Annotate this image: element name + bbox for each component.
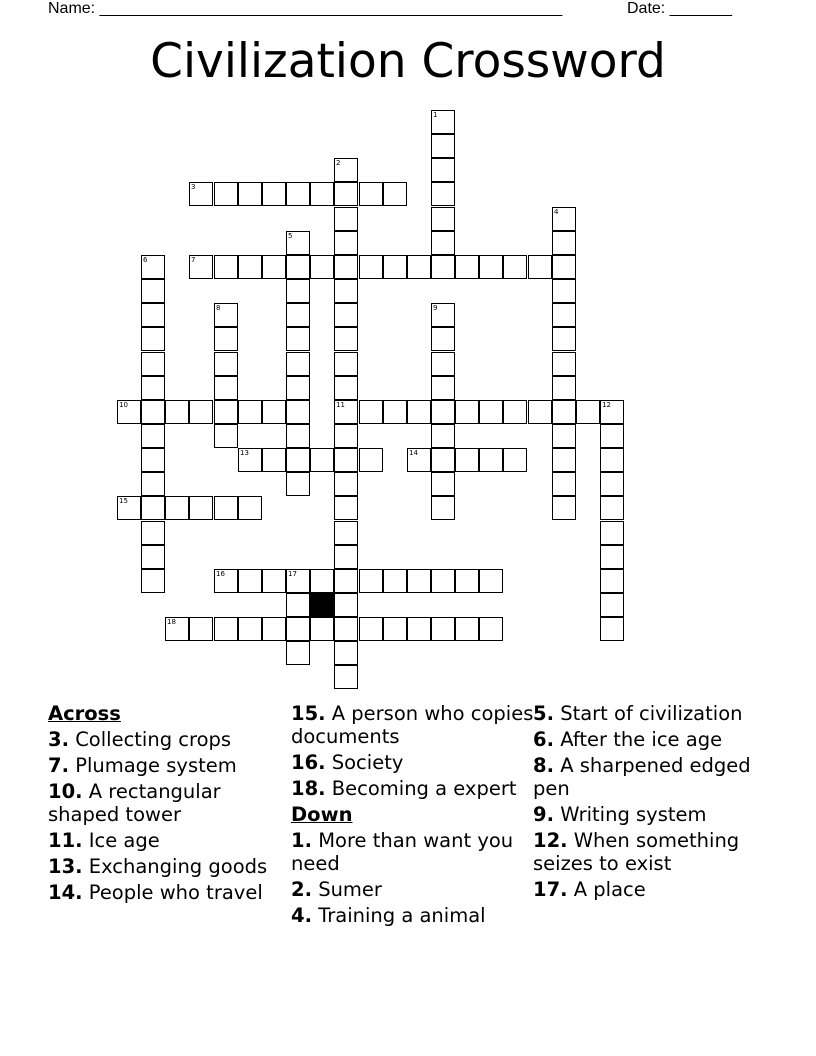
grid-cell[interactable] (334, 255, 358, 279)
date-label: Date: (627, 0, 666, 17)
grid-cell[interactable] (334, 521, 358, 545)
grid-cell[interactable] (431, 255, 455, 279)
grid-cell[interactable] (141, 448, 165, 472)
cell-number: 11 (336, 401, 345, 409)
grid-cell[interactable] (600, 545, 624, 569)
cell-number: 7 (191, 256, 196, 264)
grid-cell[interactable] (359, 617, 383, 641)
grid-cell[interactable] (431, 134, 455, 158)
grid-cell[interactable] (262, 569, 286, 593)
grid-cell[interactable] (310, 182, 334, 206)
grid-cell[interactable] (600, 569, 624, 593)
grid-cell[interactable] (431, 352, 455, 376)
cell-number: 1 (433, 111, 438, 119)
grid-cell[interactable] (141, 255, 165, 279)
grid-cell[interactable] (286, 255, 310, 279)
grid-cell[interactable] (383, 182, 407, 206)
clue-down-5: 5. Start of civilization (533, 702, 743, 725)
grid-cell[interactable] (334, 327, 358, 351)
grid-cell[interactable] (407, 255, 431, 279)
grid-cell[interactable] (334, 472, 358, 496)
grid-cell[interactable] (503, 448, 527, 472)
cell-number: 9 (433, 304, 438, 312)
grid-cell[interactable] (334, 279, 358, 303)
clue-down-6: 6. After the ice age (533, 728, 723, 751)
grid-cell[interactable] (334, 352, 358, 376)
grid-cell[interactable] (262, 448, 286, 472)
grid-cell[interactable] (431, 617, 455, 641)
grid-cell[interactable] (141, 400, 165, 424)
grid-cell[interactable] (359, 448, 383, 472)
grid-cell[interactable] (286, 448, 310, 472)
grid-cell[interactable] (600, 424, 624, 448)
clue-down-1: 1. More than want you need (291, 829, 514, 875)
grid-cell[interactable] (310, 448, 334, 472)
grid-cell[interactable] (383, 569, 407, 593)
grid-cell[interactable] (407, 400, 431, 424)
grid-cell[interactable] (286, 182, 310, 206)
grid-cell[interactable] (141, 569, 165, 593)
cell-number: 16 (216, 570, 225, 578)
cell-number: 18 (167, 618, 176, 626)
grid-cell[interactable] (552, 496, 576, 520)
grid-cell[interactable] (141, 545, 165, 569)
grid-cell[interactable] (286, 303, 310, 327)
grid-cell[interactable] (286, 279, 310, 303)
grid-cell[interactable] (552, 424, 576, 448)
grid-cell[interactable] (141, 327, 165, 351)
grid-cell[interactable] (238, 617, 262, 641)
grid-block (310, 593, 334, 617)
grid-cell[interactable] (407, 617, 431, 641)
grid-cell[interactable] (334, 400, 358, 424)
grid-cell[interactable] (552, 376, 576, 400)
grid-cell[interactable] (286, 617, 310, 641)
grid-cell[interactable] (455, 400, 479, 424)
grid-cell[interactable] (141, 303, 165, 327)
grid-cell[interactable] (383, 400, 407, 424)
grid-cell[interactable] (238, 569, 262, 593)
grid-cell[interactable] (214, 617, 238, 641)
grid-cell[interactable] (238, 448, 262, 472)
grid-cell[interactable] (334, 665, 358, 689)
grid-cell[interactable] (334, 231, 358, 255)
grid-cell[interactable] (286, 641, 310, 665)
clues-column-2 (291, 702, 536, 930)
grid-cell[interactable] (238, 400, 262, 424)
grid-cell[interactable] (455, 617, 479, 641)
clues-column-1 (48, 702, 293, 907)
grid-cell[interactable] (600, 472, 624, 496)
cell-number: 10 (119, 401, 128, 409)
grid-cell[interactable] (431, 327, 455, 351)
grid-cell[interactable] (431, 424, 455, 448)
grid-cell[interactable] (528, 255, 552, 279)
grid-cell[interactable] (479, 255, 503, 279)
clue-down-12: 12. When something seizes to exist (533, 829, 740, 875)
cell-number: 8 (216, 304, 221, 312)
across-heading: Across (48, 702, 121, 725)
grid-cell[interactable] (262, 617, 286, 641)
grid-cell[interactable] (189, 496, 213, 520)
grid-cell[interactable] (431, 400, 455, 424)
grid-cell[interactable] (214, 496, 238, 520)
grid-cell[interactable] (286, 424, 310, 448)
grid-cell[interactable] (359, 569, 383, 593)
grid-cell[interactable] (310, 569, 334, 593)
grid-cell[interactable] (431, 569, 455, 593)
name-blank[interactable]: ____________________________________________________ (99, 0, 563, 17)
grid-cell[interactable] (552, 231, 576, 255)
grid-cell[interactable] (238, 182, 262, 206)
page-title: Civilization Crossword (150, 34, 666, 89)
grid-cell[interactable] (286, 327, 310, 351)
grid-cell[interactable] (214, 424, 238, 448)
grid-cell[interactable] (286, 593, 310, 617)
grid-cell[interactable] (214, 376, 238, 400)
grid-cell[interactable] (383, 255, 407, 279)
grid-cell[interactable] (286, 400, 310, 424)
grid-cell[interactable] (455, 569, 479, 593)
grid-cell[interactable] (334, 545, 358, 569)
grid-cell[interactable] (552, 255, 576, 279)
grid-cell[interactable] (286, 472, 310, 496)
grid-cell[interactable] (334, 182, 358, 206)
grid-cell[interactable] (334, 569, 358, 593)
grid-cell[interactable] (141, 424, 165, 448)
cell-number: 12 (602, 401, 611, 409)
clue-across-16: 16. Society (291, 751, 404, 774)
clue-across-10: 10. A rectangular shaped tower (48, 780, 221, 826)
grid-cell[interactable] (286, 376, 310, 400)
grid-cell[interactable] (189, 255, 213, 279)
grid-cell[interactable] (189, 617, 213, 641)
grid-cell[interactable] (431, 472, 455, 496)
grid-cell[interactable] (238, 496, 262, 520)
grid-cell[interactable] (552, 279, 576, 303)
grid-cell[interactable] (334, 158, 358, 182)
cell-number: 4 (554, 208, 559, 216)
grid-cell[interactable] (600, 496, 624, 520)
grid-cell[interactable] (262, 255, 286, 279)
grid-cell[interactable] (214, 327, 238, 351)
grid-cell[interactable] (141, 521, 165, 545)
grid-cell[interactable] (552, 400, 576, 424)
grid-cell[interactable] (600, 521, 624, 545)
clue-across-13: 13. Exchanging goods (48, 855, 268, 878)
cell-number: 2 (336, 159, 341, 167)
grid-cell[interactable] (214, 303, 238, 327)
cell-number: 14 (409, 449, 418, 457)
grid-cell[interactable] (214, 182, 238, 206)
grid-cell[interactable] (431, 182, 455, 206)
grid-cell[interactable] (286, 352, 310, 376)
grid-cell[interactable] (334, 207, 358, 231)
grid-cell[interactable] (165, 496, 189, 520)
grid-cell[interactable] (141, 376, 165, 400)
cell-number: 15 (119, 497, 128, 505)
date-blank[interactable]: _______ (669, 0, 732, 17)
grid-cell[interactable] (334, 303, 358, 327)
grid-cell[interactable] (528, 400, 552, 424)
grid-cell[interactable] (552, 327, 576, 351)
grid-cell[interactable] (214, 255, 238, 279)
clue-across-18: 18. Becoming a expert (291, 777, 517, 800)
grid-cell[interactable] (214, 569, 238, 593)
clues-column-3 (533, 702, 778, 904)
grid-cell[interactable] (600, 593, 624, 617)
clue-down-8: 8. A sharpened edged pen (533, 754, 751, 800)
grid-cell[interactable] (359, 255, 383, 279)
clue-across-3: 3. Collecting crops (48, 728, 232, 751)
clue-down-9: 9. Writing system (533, 803, 707, 826)
grid-cell[interactable] (479, 400, 503, 424)
grid-cell[interactable] (552, 448, 576, 472)
clue-across-11: 11. Ice age (48, 829, 160, 852)
grid-cell[interactable] (141, 496, 165, 520)
grid-cell[interactable] (334, 593, 358, 617)
grid-cell[interactable] (334, 641, 358, 665)
grid-cell[interactable] (214, 352, 238, 376)
grid-cell[interactable] (552, 207, 576, 231)
grid-cell[interactable] (286, 231, 310, 255)
clue-down-4: 4. Training a animal (291, 904, 486, 927)
grid-cell[interactable] (117, 496, 141, 520)
grid-cell[interactable] (600, 617, 624, 641)
grid-cell[interactable] (455, 255, 479, 279)
clue-across-15: 15. A person who copies documents (291, 702, 534, 748)
grid-cell[interactable] (310, 255, 334, 279)
grid-cell[interactable] (503, 255, 527, 279)
grid-cell[interactable] (479, 569, 503, 593)
grid-cell[interactable] (262, 400, 286, 424)
grid-cell[interactable] (552, 352, 576, 376)
grid-cell[interactable] (117, 400, 141, 424)
cell-number: 3 (191, 183, 196, 191)
grid-cell[interactable] (552, 472, 576, 496)
grid-cell[interactable] (431, 303, 455, 327)
grid-cell[interactable] (141, 352, 165, 376)
grid-cell[interactable] (479, 448, 503, 472)
clue-down-17: 17. A place (533, 878, 646, 901)
grid-cell[interactable] (431, 496, 455, 520)
grid-cell[interactable] (189, 400, 213, 424)
grid-cell[interactable] (431, 158, 455, 182)
grid-cell[interactable] (552, 303, 576, 327)
cell-number: 6 (143, 256, 148, 264)
grid-cell[interactable] (479, 617, 503, 641)
grid-cell[interactable] (383, 617, 407, 641)
cell-number: 17 (288, 570, 297, 578)
grid-cell[interactable] (503, 400, 527, 424)
grid-cell[interactable] (165, 400, 189, 424)
grid-cell[interactable] (431, 376, 455, 400)
grid-cell[interactable] (165, 617, 189, 641)
name-label: Name: (48, 0, 96, 17)
grid-cell[interactable] (286, 569, 310, 593)
grid-cell[interactable] (359, 182, 383, 206)
grid-cell[interactable] (334, 496, 358, 520)
cell-number: 13 (240, 449, 249, 457)
grid-cell[interactable] (334, 617, 358, 641)
grid-cell[interactable] (407, 569, 431, 593)
grid-cell[interactable] (431, 231, 455, 255)
grid-cell[interactable] (310, 617, 334, 641)
grid-cell[interactable] (238, 255, 262, 279)
grid-cell[interactable] (262, 182, 286, 206)
grid-cell[interactable] (189, 182, 213, 206)
grid-cell[interactable] (407, 448, 431, 472)
grid-cell[interactable] (359, 400, 383, 424)
grid-cell[interactable] (141, 279, 165, 303)
grid-cell[interactable] (600, 448, 624, 472)
grid-cell[interactable] (431, 448, 455, 472)
grid-cell[interactable] (455, 448, 479, 472)
cell-number: 5 (288, 232, 293, 240)
grid-cell[interactable] (600, 400, 624, 424)
clue-across-7: 7. Plumage system (48, 754, 237, 777)
down-heading: Down (291, 803, 353, 826)
grid-cell[interactable] (334, 448, 358, 472)
clue-down-2: 2. Sumer (291, 878, 382, 901)
grid-cell[interactable] (431, 110, 455, 134)
clue-across-14: 14. People who travel (48, 881, 263, 904)
grid-cell[interactable] (141, 472, 165, 496)
grid-cell[interactable] (214, 400, 238, 424)
grid-cell[interactable] (431, 207, 455, 231)
grid-cell[interactable] (334, 424, 358, 448)
grid-cell[interactable] (576, 400, 600, 424)
grid-cell[interactable] (334, 376, 358, 400)
